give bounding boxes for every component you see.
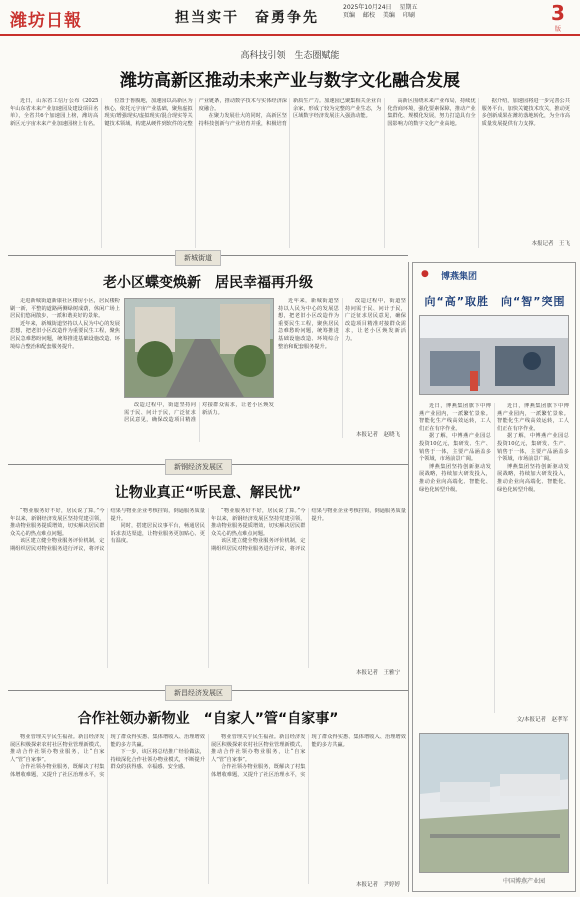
article3-section-tab: 新钢经济发展区	[165, 459, 232, 475]
article3-byline: 本报记者 王雅宁	[355, 670, 400, 676]
masthead	[0, 0, 580, 36]
staff-label-4: 印刷	[402, 12, 415, 19]
article2-paragraph: 走进新城街道新康社区楼房小区，居民楼粉刷一新，平整的道路两侧绿树成荫，休闲广场上居民们悠闲散步，一派和谐美好的景象。	[10, 298, 120, 320]
edition-marker	[540, 2, 576, 34]
article2-body-right	[278, 298, 406, 438]
sidebar-feature	[412, 262, 576, 892]
article4-body	[10, 734, 406, 884]
article3-paragraph: “物业服务好不好，居民说了算。”今年以来，新钢经济发展区坚持党建引领，推动物业服务提质增效，切实解决居民群众关心的热点难点问题。	[10, 508, 105, 537]
article2-paragraph: 近年来，新城街道坚持以人民为中心的发展思想，把老旧小区改造作为重要民生工程，聚焦居民急难愁盼问题，统筹推进基础设施改造、环境综合整治和配套服务提升。	[278, 298, 339, 350]
article1-paragraph: 据介绍，加速园将进一步完善公共服务平台，加快关键技术攻关，推动更多创新成果在潍坊落地转化，为全市高质量发展提供有力支撑。	[481, 98, 570, 127]
article4-paragraph: 合作社领办物业服务，既解决了村集体增收难题，又提升了社区治理水平，实现了群众得实惠、集体增收入、治理增效能的多方共赢。	[211, 734, 406, 778]
factory-interior-image	[420, 316, 569, 395]
article1-kicker: 高科技引领 生态圈赋能	[240, 51, 340, 61]
staff-label-2: 邮校	[362, 12, 375, 19]
article3-paragraph: 该区建立健全物业服务评价机制，定期组织居民对物业服务进行评议，将评议结果与物业企业考核挂钩，倒逼服务质量提升。	[211, 508, 406, 552]
article4-paragraph: 合作社领办物业服务，既解决了村集体增收难题，又提升了社区治理水平，实现了群众得实惠、集体增收入、治理增效能的多方共赢。	[10, 734, 205, 778]
sidebar-photo-aerial	[419, 733, 569, 873]
dateline	[343, 4, 423, 20]
sidebar-paragraph: 据了解，中博燕产业园总投资10亿元，集研发、生产、销售于一体，主要产品涵盖多个领域，市场前景广阔。	[419, 433, 491, 463]
edition-number: 3	[551, 1, 565, 25]
sidebar-paragraph: 博燕集团坚持创新驱动发展战略，持续加大研发投入，推动企业向高端化、智能化、绿色化转型升级。	[497, 463, 569, 493]
sidebar-body	[419, 403, 569, 713]
edition-label: 版	[554, 26, 561, 33]
page-slogan: 担当实干 奋勇争先	[175, 10, 319, 26]
sidebar-paragraph: 近日，博燕集团旗下中博燕产业园内，一派繁忙景象。智能化生产线高效运转，工人们正在有序作业。	[419, 403, 491, 432]
article3-paragraph: “物业服务好不好，居民说了算。”今年以来，新钢经济发展区坚持党建引领，推动物业服务提质增效，切实解决居民群众关心的热点难点问题。	[211, 508, 306, 537]
article1-paragraph: 高新区围绕未来产业布局，持续优化营商环境，强化要素保障，推动产业集群化、规模化发展，努力打造具有全国影响力的数字文化产业高地。	[387, 98, 476, 127]
article1-headline: 潍坊高新区推动未来产业与数字文化融合发展	[120, 71, 460, 91]
article2-section-tab: 新城街道	[175, 250, 221, 266]
industrial-park-aerial-image	[420, 734, 569, 873]
article4-paragraph: 下一步，该区将总结推广经验做法，持续深化合作社领办物业模式，不断提升群众的获得感、幸福感、安全感。	[110, 749, 205, 771]
issue-weekday: 星期五	[399, 4, 418, 11]
sidebar-byline: 文/本报记者 赵孝军	[516, 717, 568, 723]
sidebar-headline: 向“高”取胜 向“智”突围	[424, 295, 566, 308]
article3-headline: 让物业真正“听民意、解民忧”	[114, 485, 302, 501]
staff-label-3: 美编	[382, 12, 395, 19]
sidebar-paragraph: 近日，博燕集团旗下中博燕产业园内，一派繁忙景象。智能化生产线高效运转，工人们正在有序作业。	[497, 403, 569, 432]
newspaper-logo: 潍坊日報	[10, 11, 82, 31]
column-divider	[408, 262, 409, 892]
article4-section-tab: 新昌经济发展区	[165, 685, 232, 701]
article3-body	[10, 508, 406, 668]
sidebar-photo-factory	[419, 315, 569, 395]
article1-body	[10, 98, 570, 248]
sidebar-footer-label: 中国博燕产业园	[503, 878, 546, 885]
article1-paragraph: 位置于鲁腹地，加速园以高新区为核心，依托元宇宙产业基础，聚焦虚拟现实/增强现实/虚拟现实/混合现实等关键技术领域，构建从硬件到软件的完整产业链条，推动数字技术与实体经济深度融合。	[104, 98, 287, 127]
issue-date: 2025年10月24日	[343, 4, 392, 11]
article2-paragraph: 近年来，新城街道坚持以人民为中心的发展思想，把老旧小区改造作为重要民生工程，聚焦居民急难愁盼问题，统筹推进基础设施改造、环境综合整治和配套服务提升。	[10, 320, 120, 350]
article4-headline: 合作社领办新物业 “自家人”管“自家事”	[77, 711, 339, 727]
article2-headline: 老小区蝶变焕新 居民幸福再升级	[103, 275, 313, 291]
article3-paragraph: 同时，搭建居民议事平台，畅通居民诉求表达渠道，让物业服务更加贴心、更有温度。	[110, 523, 205, 545]
brand-mark-icon: ●	[421, 269, 429, 279]
sidebar-paragraph: 博燕集团坚持创新驱动发展战略，持续加大研发投入，推动企业向高端化、智能化、绿色化转型升级。	[419, 463, 491, 493]
residential-street-image	[125, 299, 274, 398]
article1-paragraph: 在聚力发展壮大的同时，高新区坚持科技创新与产业培育并重，积极培育新质生产力。加速园已聚集相关企业百余家，形成了较为完整的产业生态，为区域数字经济发展注入强劲动能。	[198, 98, 382, 127]
article3-paragraph: 该区建立健全物业服务评价机制，定期组织居民对物业服务进行评议，将评议结果与物业企业考核挂钩，倒逼服务质量提升。	[10, 508, 205, 552]
sidebar-paragraph: 据了解，中博燕产业园总投资10亿元，集研发、生产、销售于一体，主要产品涵盖多个领域，市场前景广阔。	[497, 433, 569, 463]
article2-paragraph: 改造过程中，街道坚持问需于民、问计于民，广泛征求居民意见，确保改造项目精准对接群众需求，让老小区焕发新活力。	[124, 402, 274, 424]
article1-byline: 本报记者 王飞	[531, 241, 570, 247]
article4-paragraph: 物业管理关乎民生福祉。新昌经济发展区积极探索农村社区物业管理新模式，推动合作社领办物业服务，让“自家人”管“自家事”。	[10, 734, 105, 763]
article4-paragraph: 物业管理关乎民生福祉。新昌经济发展区积极探索农村社区物业管理新模式，推动合作社领办物业服务，让“自家人”管“自家事”。	[211, 734, 306, 763]
article2-paragraph: 改造过程中，街道坚持问需于民、问计于民，广泛征求居民意见，确保改造项目精准对接群众需求，让老小区焕发新活力。	[345, 298, 406, 342]
article1-paragraph: 近日，山东省工信厅公布《2025年山东省未来产业加速园及建设项目名单》，全省共6个加速园上榜，潍坊高新区元宇宙未来产业加速园榜上有名。	[10, 98, 99, 127]
article2-body-left	[10, 298, 120, 438]
staff-label-1: 页编	[343, 12, 356, 19]
article2-byline: 本报记者 赵晓飞	[355, 432, 400, 438]
article4-byline: 本报记者 尹婷婷	[355, 882, 400, 888]
sidebar-group-name: 博燕集团	[441, 272, 478, 282]
article2-body-mid	[124, 402, 274, 442]
article2-photo	[124, 298, 274, 398]
